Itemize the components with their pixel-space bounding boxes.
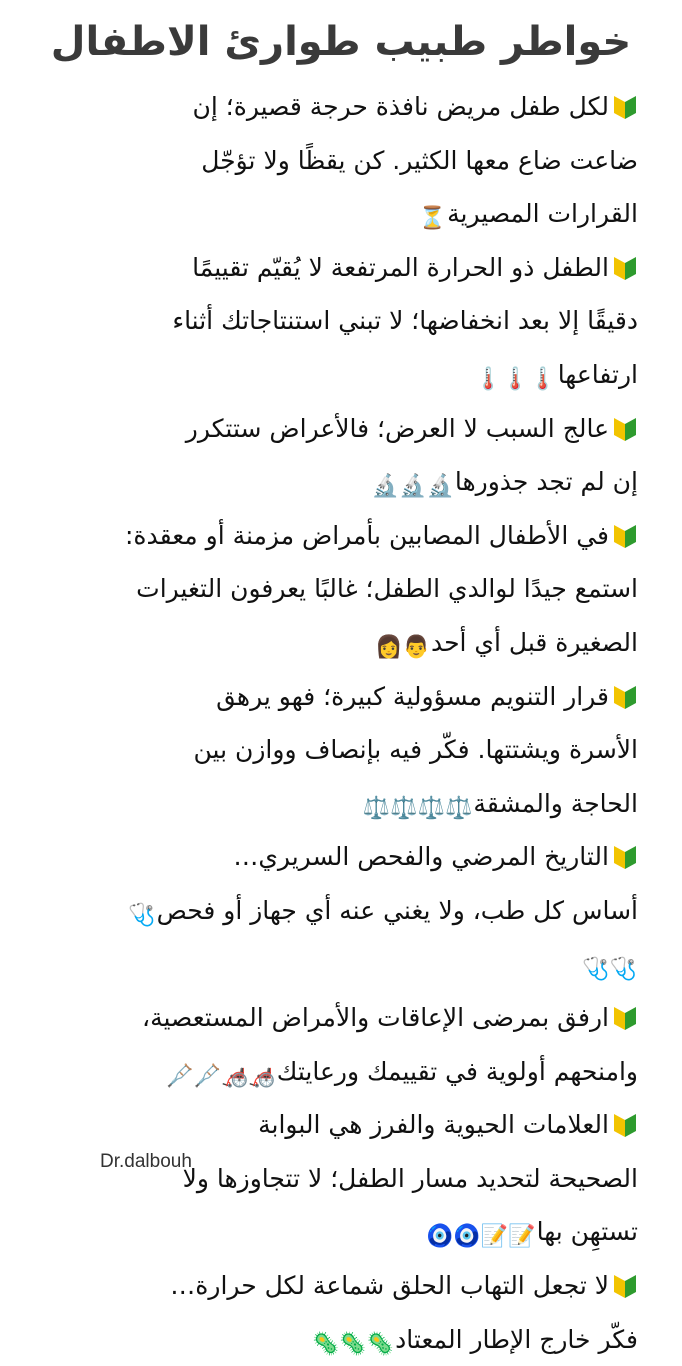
tip-text: التاريخ المرضي والفحص السريري… <box>233 842 609 872</box>
tip-text: لا تجعل التهاب الحلق شماعة لكل حرارة… <box>170 1271 609 1301</box>
tip-text: ارتفاعها <box>557 359 638 389</box>
tip-line <box>26 134 638 188</box>
emoji-icons: 📝📝🧿🧿 <box>426 1224 536 1250</box>
beginner-badge-icon <box>612 407 638 433</box>
emoji-icons: 👨👩 <box>375 634 430 660</box>
tip-line <box>26 616 638 670</box>
tip-first-line <box>26 830 638 884</box>
beginner-badge-icon <box>612 514 638 540</box>
tip-line <box>26 1313 638 1366</box>
tip-text: الطفل ذو الحرارة المرتفعة لا يُقيّم تقييمًا <box>192 252 609 282</box>
tip-line <box>26 562 638 616</box>
tip-line <box>26 723 638 777</box>
tip-text: أساس كل طب، ولا يغني عنه أي جهاز أو فحص <box>156 895 638 925</box>
tip-text: عالج السبب لا العرض؛ فالأعراض ستتكرر <box>185 413 609 443</box>
tip-text: الأسرة ويشتتها. فكّر فيه بإنصاف ووازن بين <box>193 735 638 765</box>
tip-text: في الأطفال المصابين بأمراض مزمنة أو معقدة: <box>124 520 609 550</box>
beginner-badge-icon <box>612 1103 638 1129</box>
tip-first-line <box>26 241 638 295</box>
beginner-badge-icon <box>612 835 638 861</box>
tip-first-line <box>26 509 638 563</box>
tip-text: إن لم تجد جذورها <box>454 467 638 497</box>
author-signature: Dr.dalbouh <box>100 1151 192 1172</box>
tip-text: القرارات المصيرية <box>447 199 638 229</box>
tip-text: فكّر خارج الإطار المعتاد <box>395 1324 638 1354</box>
tip-line <box>26 455 638 509</box>
tip-text: الحاجة والمشقة <box>473 788 638 818</box>
tip-text: تستهِن بها <box>536 1217 638 1247</box>
emoji-icons: 🔬🔬🔬 <box>371 474 454 500</box>
tip-text: ضاعت ضاع معها الكثير. كن يقظًا ولا تؤجّل <box>201 145 638 175</box>
tip-first-line <box>26 80 638 134</box>
tip-text: قرار التنويم مسؤولية كبيرة؛ فهو يرهق <box>216 681 609 711</box>
tip-text: استمع جيدًا لوالدي الطفل؛ غالبًا يعرفون التغيرات <box>136 574 638 604</box>
tip-line <box>26 777 638 831</box>
beginner-badge-icon <box>612 675 638 701</box>
beginner-badge-icon <box>612 246 638 272</box>
tip-first-line <box>26 402 638 456</box>
tip-line <box>26 884 638 938</box>
tip-line <box>26 1205 638 1259</box>
tip-first-line <box>26 670 638 724</box>
tip-text: وامنحهم أولوية في تقييمك ورعايتك <box>276 1056 638 1086</box>
emoji-icons: ⏳ <box>418 206 447 232</box>
tip-text: الصغيرة قبل أي أحد <box>430 627 638 657</box>
tip-line <box>26 294 638 348</box>
page-title: خواطر طبيب طوارئ الاطفال <box>50 19 632 65</box>
tip-text: العلامات الحيوية والفرز هي البوابة <box>258 1110 609 1140</box>
emoji-icons: 🦽🦽🩼🩼 <box>166 1063 276 1089</box>
emoji-icons: 🩺 <box>128 902 156 928</box>
tip-line <box>26 1045 638 1099</box>
tip-first-line <box>26 1259 638 1313</box>
tip-text: دقيقًا إلا بعد انخفاضها؛ لا تبني استنتاجاتك أثناء <box>172 306 638 336</box>
tip-line <box>26 938 638 992</box>
tip-first-line <box>26 1098 638 1152</box>
tip-text: الصحيحة لتحديد مسار الطفل؛ لا تتجاوزها ولا <box>182 1163 638 1193</box>
beginner-badge-icon <box>612 996 638 1022</box>
tip-line <box>26 187 638 241</box>
tip-text: ارفق بمرضى الإعاقات والأمراض المستعصية، <box>142 1003 609 1033</box>
tip-first-line <box>26 991 638 1045</box>
emoji-icons: 🦠🦠🦠 <box>311 1331 395 1357</box>
beginner-badge-icon <box>612 85 638 111</box>
beginner-badge-icon <box>612 1264 638 1290</box>
emoji-icons: ⚖️⚖️⚖️⚖️ <box>362 795 473 821</box>
emoji-icons: 🌡️🌡️🌡️ <box>474 366 557 392</box>
emoji-icons: 🩺🩺 <box>582 956 637 982</box>
tip-line <box>26 348 638 402</box>
tip-text: لكل طفل مريض نافذة حرجة قصيرة؛ إن <box>192 92 609 121</box>
